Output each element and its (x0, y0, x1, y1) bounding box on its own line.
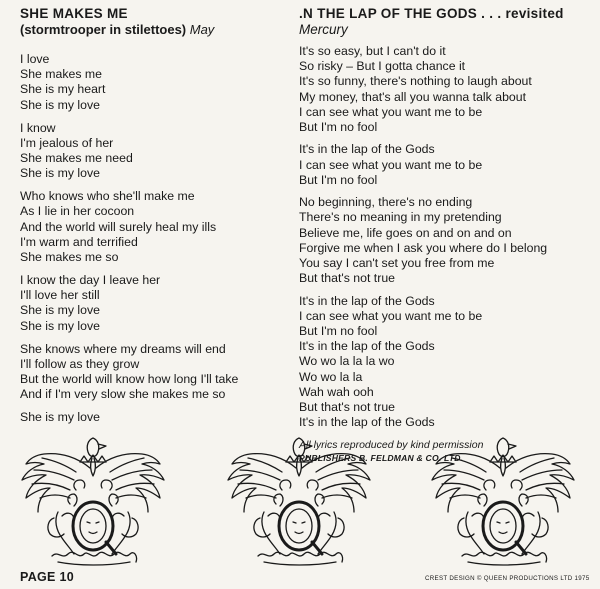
queen-crest-icon (224, 428, 374, 570)
lyric-line: As I lie in her cocoon (20, 204, 135, 219)
publisher-credit: PUBLISHERS B. FELDMAN & CO. LTD. (299, 452, 464, 463)
lyric-line: But I'm no fool (299, 172, 378, 187)
lyric-line: Believe me, life goes on and on and on (299, 225, 512, 240)
lyric-line: It's so funny, there's nothing to laugh about (299, 74, 532, 89)
lyric-line: My money, that's all you wanna talk about (299, 89, 526, 104)
right-song-heading (299, 6, 599, 38)
lyric-line: It's in the lap of the Gods (299, 339, 435, 354)
lyric-line: I'll follow as they grow (20, 356, 140, 371)
lyric-line: She makes me (20, 67, 103, 82)
lyric-line: It's in the lap of the Gods (299, 415, 435, 430)
lyric-line: Who knows who she'll make me (20, 189, 195, 204)
crest-credit: CREST DESIGN © QUEEN PRODUCTIONS LTD 1975 (425, 575, 590, 582)
lyric-line: I can see what you want me to be (299, 157, 483, 172)
lyric-line: And the world will surely heal my ills (20, 219, 217, 234)
lyrics-credit: All lyrics reproduced by kind permission (299, 438, 484, 451)
lyric-line: Wo wo la la (299, 369, 363, 384)
left-song-title: SHE MAKES ME (20, 6, 128, 21)
lyric-line: I know the day I leave her (20, 273, 161, 288)
lyric-line: She is my love (20, 97, 100, 112)
lyric-line: I can see what you want me to be (299, 308, 483, 323)
lyric-line: Wo wo la la la wo (299, 354, 395, 369)
lyric-line: I'm jealous of her (20, 135, 114, 150)
left-song-subtitle-text: (stormtrooper in stilettoes) (20, 22, 187, 37)
lyric-line: I'll love her still (20, 288, 100, 303)
left-song-lyrics (20, 52, 290, 425)
lyric-line: She is my love (20, 318, 100, 333)
lyric-line: She is my love (20, 410, 100, 425)
lyric-line: She makes me need (20, 151, 133, 166)
left_song-stanza (20, 410, 290, 425)
lyric-line: But I'm no fool (299, 324, 378, 339)
lyric-line: And if I'm very slow she makes me so (20, 387, 226, 402)
lyric-line: Wah wah ooh (299, 384, 374, 399)
left_song-stanza (20, 189, 290, 265)
queen-crest-icon (18, 428, 168, 570)
right-song (299, 6, 599, 464)
lyric-line: It's so easy, but I can't do it (299, 44, 446, 58)
lyric-line: It's in the lap of the Gods (299, 293, 435, 308)
lyric-line: She makes me so (20, 250, 119, 265)
queen-crest-icon (428, 428, 578, 570)
right_song-stanza (299, 142, 599, 188)
lyric-line: She is my heart (20, 82, 106, 97)
left_song-stanza (20, 342, 290, 403)
lyric-line: But that's not true (299, 400, 395, 415)
lyric-line: No beginning, there's no ending (299, 195, 473, 210)
lyric-line: But I'm no fool (299, 120, 378, 135)
lyric-line: I'm warm and terrified (20, 234, 138, 249)
right-song-lyrics (299, 44, 599, 430)
left-song (20, 6, 290, 433)
lyric-line: It's in the lap of the Gods (299, 142, 435, 157)
right-song-composer: Mercury (299, 22, 348, 37)
lyric-line: But that's not true (299, 271, 395, 286)
left_song-stanza (20, 273, 290, 334)
left_song-stanza (20, 121, 290, 182)
right-song-title: .N THE LAP OF THE GODS . . . revisited (299, 6, 564, 21)
right_song-stanza (299, 294, 599, 431)
left-song-subtitle (20, 22, 290, 38)
right_song-stanza (299, 195, 599, 286)
lyric-line: She knows where my dreams will end (20, 341, 226, 356)
left-song-composer: May (189, 22, 215, 37)
lyric-line: I love (20, 52, 50, 66)
lyric-line: There's no meaning in my pretending (299, 210, 502, 225)
page-number: PAGE 10 (20, 570, 74, 584)
right_song-stanza (299, 44, 599, 135)
lyric-line: So risky – But I gotta chance it (299, 59, 466, 74)
left_song-stanza (20, 52, 290, 113)
lyric-line: She is my love (20, 303, 100, 318)
lyric-line: I know (20, 120, 56, 135)
lyric-line: But the world will know how long I'll take (20, 372, 239, 387)
lyric-line: Forgive me when I ask you where do I belong (299, 240, 548, 255)
lyric-line: She is my love (20, 166, 100, 181)
lyric-line: I can see what you want me to be (299, 104, 483, 119)
lyric-line: You say I can't set you free from me (299, 256, 495, 271)
